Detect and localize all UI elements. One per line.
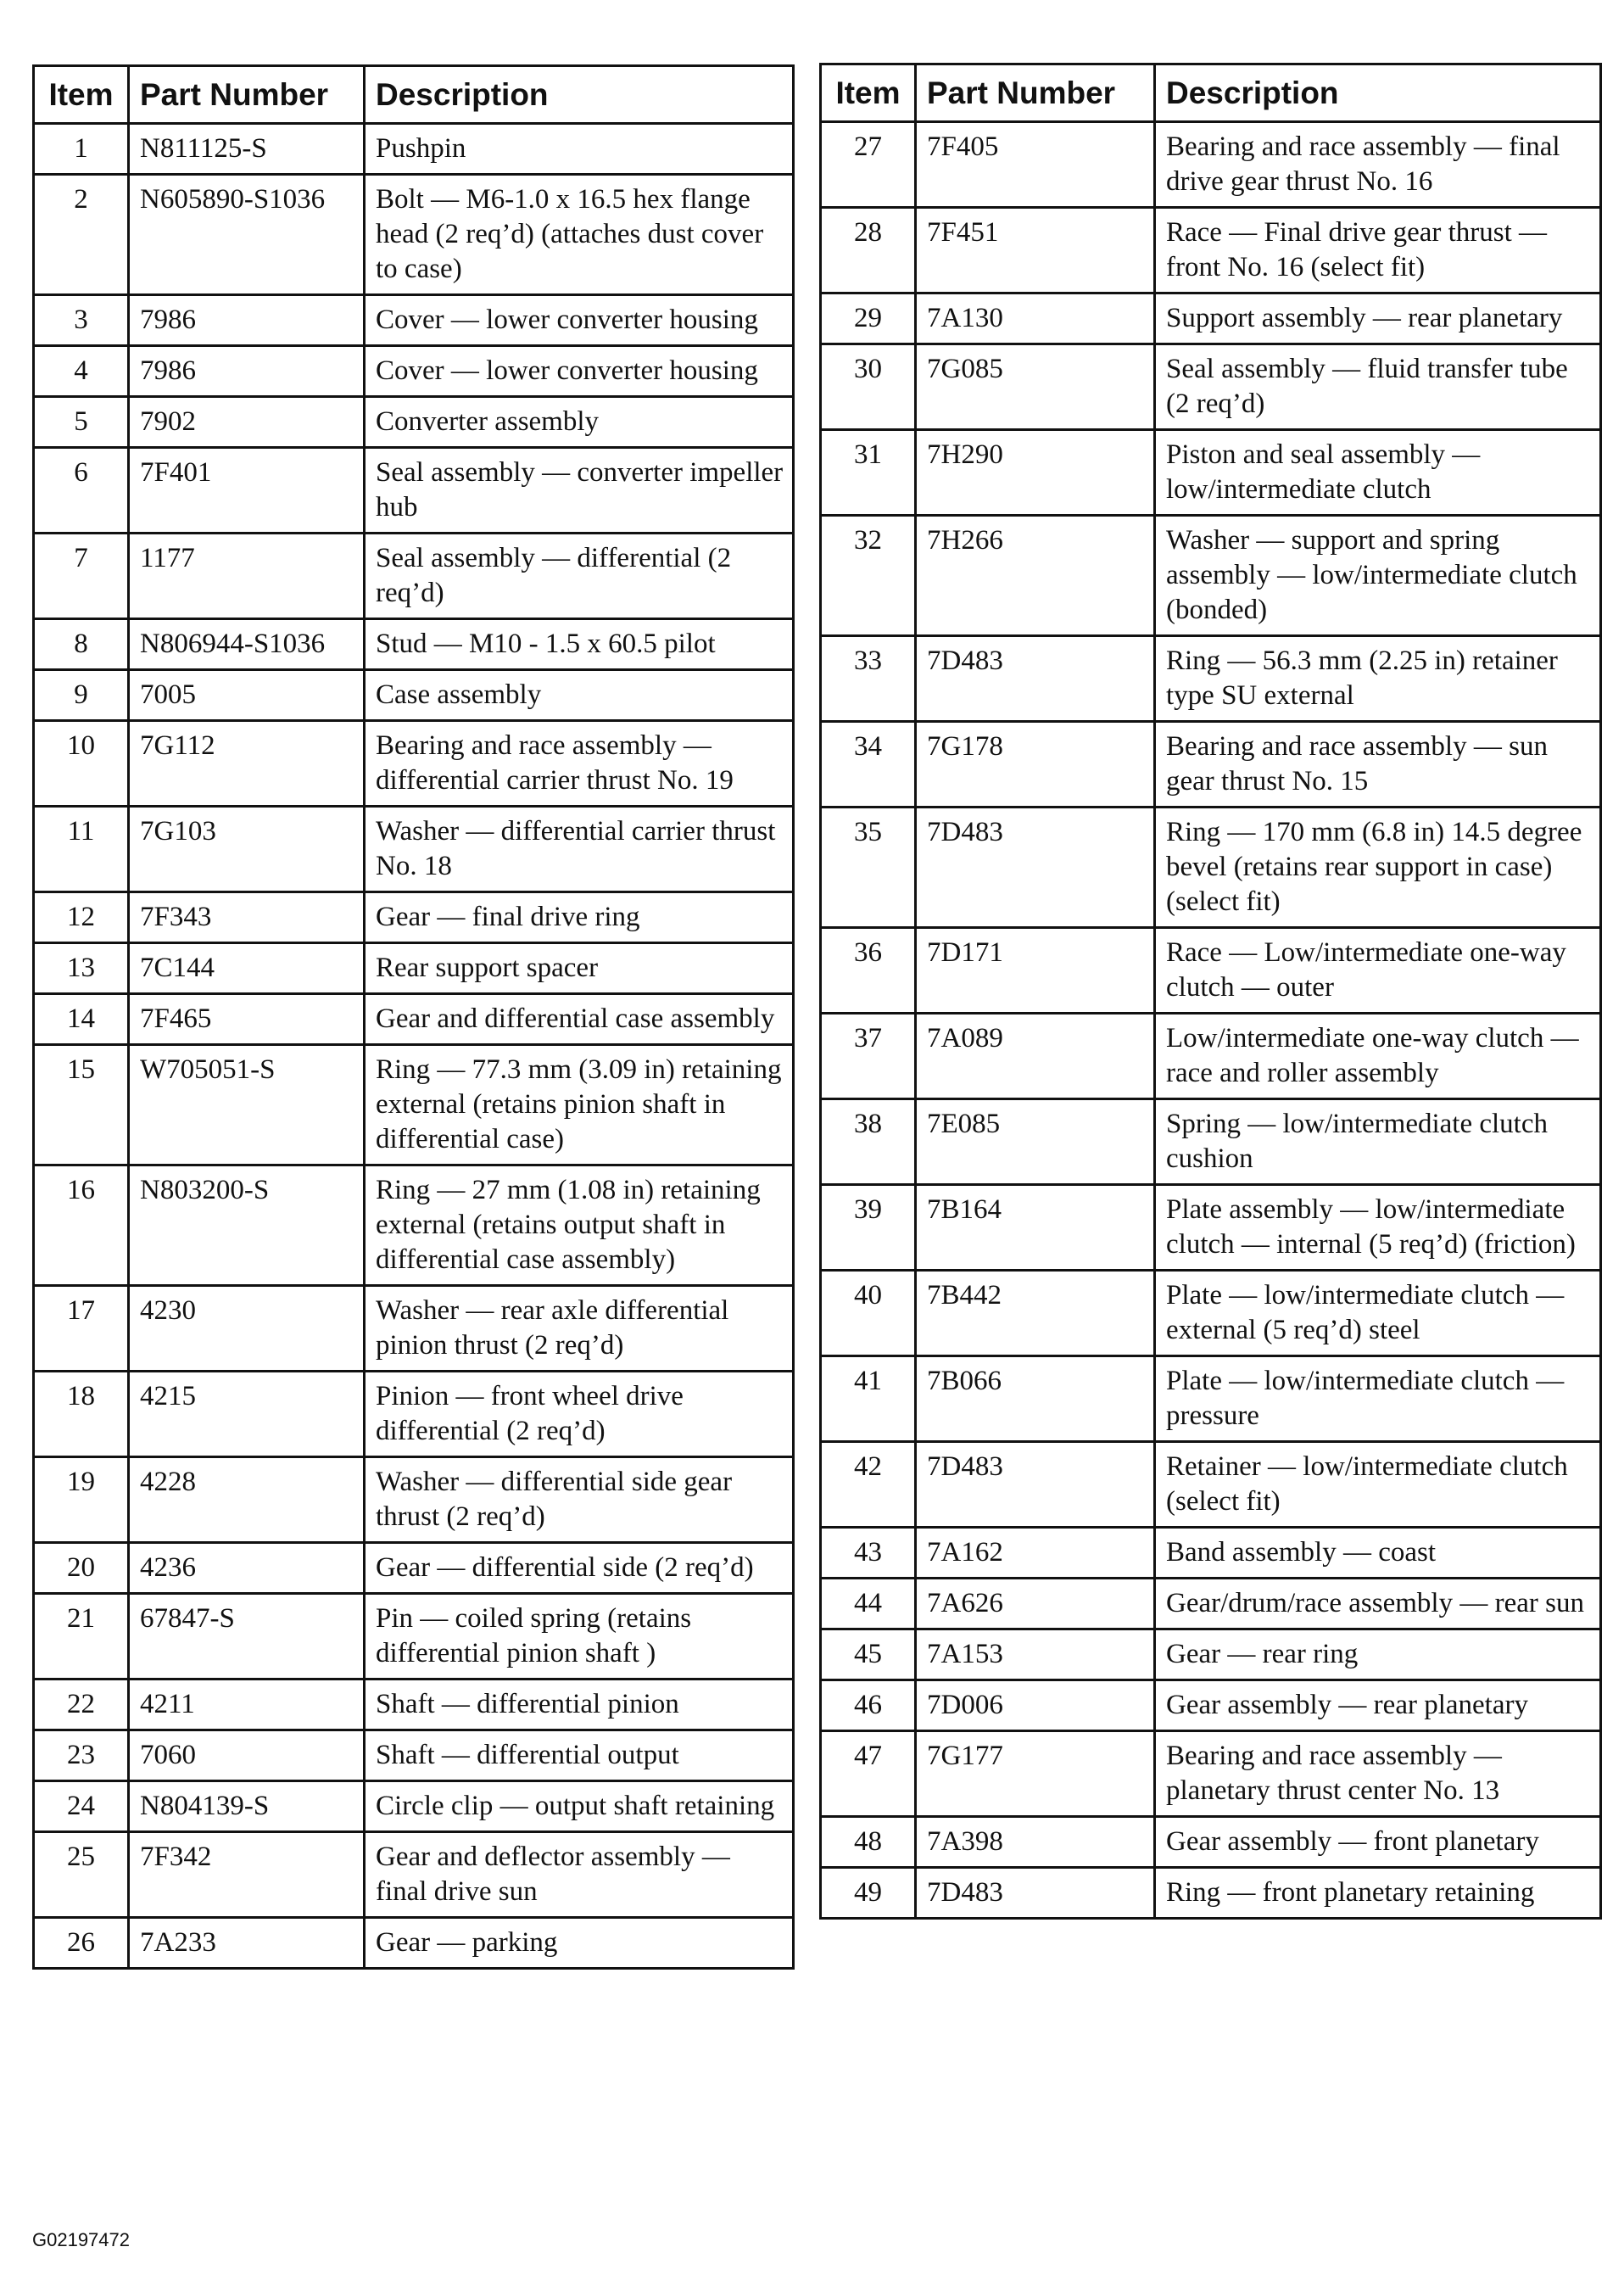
table-row — [34, 892, 794, 943]
cell-part-number: 7A626 — [916, 1579, 1155, 1629]
table-row — [34, 124, 794, 175]
cell-item: 19 — [34, 1457, 129, 1543]
cell-item: 26 — [34, 1918, 129, 1969]
cell-description: Support assembly — rear planetary — [1155, 293, 1601, 344]
cell-item: 39 — [821, 1185, 916, 1271]
cell-description: Gear assembly — front planetary — [1155, 1817, 1601, 1868]
cell-part-number: N811125-S — [129, 124, 365, 175]
table-row — [34, 1781, 794, 1832]
cell-item: 48 — [821, 1817, 916, 1868]
cell-description: Shaft — differential pinion — [365, 1680, 794, 1730]
cell-description: Cover — lower converter housing — [365, 346, 794, 397]
cell-description: Low/intermediate one-way clutch — race and roller assembly — [1155, 1014, 1601, 1099]
cell-part-number: 4215 — [129, 1372, 365, 1457]
cell-description: Seal assembly — differential (2 req’d) — [365, 534, 794, 619]
cell-item: 22 — [34, 1680, 129, 1730]
cell-description: Ring — front planetary retaining — [1155, 1868, 1601, 1919]
table-body-left — [34, 124, 794, 1969]
cell-part-number: 7B442 — [916, 1271, 1155, 1356]
cell-description: Bearing and race assembly — planetary thrust center No. 13 — [1155, 1731, 1601, 1817]
cell-item: 49 — [821, 1868, 916, 1919]
cell-description: Spring — low/intermediate clutch cushion — [1155, 1099, 1601, 1185]
cell-item: 25 — [34, 1832, 129, 1918]
cell-description: Washer — rear axle differential pinion thrust (2 req’d) — [365, 1286, 794, 1372]
cell-item: 14 — [34, 994, 129, 1045]
table-row — [34, 1730, 794, 1781]
table-row — [34, 807, 794, 892]
table-row — [821, 928, 1601, 1014]
table-row — [34, 295, 794, 346]
table-row — [821, 1099, 1601, 1185]
cell-item: 32 — [821, 516, 916, 636]
table-row — [34, 534, 794, 619]
table-row — [821, 722, 1601, 808]
cell-part-number: 7G178 — [916, 722, 1155, 808]
cell-part-number: 7902 — [129, 397, 365, 448]
cell-item: 9 — [34, 670, 129, 721]
cell-description: Seal assembly — fluid transfer tube (2 req’d) — [1155, 344, 1601, 430]
table-row — [821, 1680, 1601, 1731]
cell-description: Ring — 77.3 mm (3.09 in) retaining external (retains pinion shaft in differential case) — [365, 1045, 794, 1165]
cell-part-number: 7F342 — [129, 1832, 365, 1918]
table-row — [34, 994, 794, 1045]
cell-item: 4 — [34, 346, 129, 397]
cell-part-number: 7F451 — [916, 208, 1155, 293]
table-body-right — [821, 122, 1601, 1919]
table-row — [821, 1271, 1601, 1356]
cell-description: Pushpin — [365, 124, 794, 175]
table-row — [821, 1185, 1601, 1271]
cell-description: Bolt — M6-1.0 x 16.5 hex flange head (2 req’d) (attaches dust cover to case) — [365, 175, 794, 295]
cell-item: 17 — [34, 1286, 129, 1372]
table-row — [34, 1543, 794, 1594]
cell-part-number: N806944-S1036 — [129, 619, 365, 670]
cell-part-number: 7060 — [129, 1730, 365, 1781]
cell-item: 2 — [34, 175, 129, 295]
cell-description: Washer — differential side gear thrust (2 req’d) — [365, 1457, 794, 1543]
table-row — [34, 1594, 794, 1680]
cell-part-number: 7H290 — [916, 430, 1155, 516]
cell-item: 8 — [34, 619, 129, 670]
cell-part-number: 7D171 — [916, 928, 1155, 1014]
cell-part-number: 7A089 — [916, 1014, 1155, 1099]
cell-description: Stud — M10 - 1.5 x 60.5 pilot — [365, 619, 794, 670]
table-row — [34, 175, 794, 295]
cell-part-number: N803200-S — [129, 1165, 365, 1286]
cell-part-number: 7D483 — [916, 808, 1155, 928]
table-row — [34, 1832, 794, 1918]
cell-description: Case assembly — [365, 670, 794, 721]
cell-item: 16 — [34, 1165, 129, 1286]
cell-part-number: 7G103 — [129, 807, 365, 892]
cell-item: 23 — [34, 1730, 129, 1781]
cell-item: 44 — [821, 1579, 916, 1629]
cell-description: Washer — support and spring assembly — low/intermediate clutch (bonded) — [1155, 516, 1601, 636]
table-row — [821, 1868, 1601, 1919]
cell-description: Band assembly — coast — [1155, 1528, 1601, 1579]
cell-part-number: 7A130 — [916, 293, 1155, 344]
table-row — [821, 1731, 1601, 1817]
cell-item: 12 — [34, 892, 129, 943]
cell-item: 7 — [34, 534, 129, 619]
table-row — [821, 122, 1601, 208]
cell-item: 27 — [821, 122, 916, 208]
cell-description: Ring — 27 mm (1.08 in) retaining external (retains output shaft in differential case assembly) — [365, 1165, 794, 1286]
cell-item: 30 — [821, 344, 916, 430]
cell-item: 24 — [34, 1781, 129, 1832]
cell-description: Bearing and race assembly — sun gear thrust No. 15 — [1155, 722, 1601, 808]
table-row — [821, 344, 1601, 430]
cell-part-number: 7D483 — [916, 1868, 1155, 1919]
cell-part-number: 1177 — [129, 534, 365, 619]
table-row — [34, 397, 794, 448]
table-row — [821, 1528, 1601, 1579]
parts-table-left — [32, 64, 795, 1970]
cell-part-number: 7A162 — [916, 1528, 1155, 1579]
cell-item: 40 — [821, 1271, 916, 1356]
cell-part-number: 7B066 — [916, 1356, 1155, 1442]
table-row — [34, 1918, 794, 1969]
table-row — [821, 1356, 1601, 1442]
cell-item: 35 — [821, 808, 916, 928]
cell-item: 15 — [34, 1045, 129, 1165]
cell-part-number: 7B164 — [916, 1185, 1155, 1271]
cell-part-number: 7986 — [129, 295, 365, 346]
table-row — [34, 943, 794, 994]
cell-description: Gear and differential case assembly — [365, 994, 794, 1045]
table-row — [821, 1629, 1601, 1680]
cell-part-number: 7C144 — [129, 943, 365, 994]
cell-part-number: 7D483 — [916, 636, 1155, 722]
table-row — [821, 1579, 1601, 1629]
table-row — [821, 1817, 1601, 1868]
cell-item: 18 — [34, 1372, 129, 1457]
table-row — [34, 1165, 794, 1286]
cell-description: Gear — final drive ring — [365, 892, 794, 943]
cell-part-number: N804139-S — [129, 1781, 365, 1832]
table-row — [34, 1680, 794, 1730]
cell-part-number: 7005 — [129, 670, 365, 721]
header-description: Description — [365, 66, 794, 124]
cell-item: 41 — [821, 1356, 916, 1442]
cell-part-number: 7H266 — [916, 516, 1155, 636]
table-row — [34, 721, 794, 807]
cell-item: 6 — [34, 448, 129, 534]
cell-description: Gear — differential side (2 req’d) — [365, 1543, 794, 1594]
cell-part-number: 7D006 — [916, 1680, 1155, 1731]
cell-description: Gear/drum/race assembly — rear sun — [1155, 1579, 1601, 1629]
cell-description: Gear — rear ring — [1155, 1629, 1601, 1680]
table-row — [821, 1014, 1601, 1099]
cell-item: 3 — [34, 295, 129, 346]
cell-part-number: 7F465 — [129, 994, 365, 1045]
table-row — [821, 293, 1601, 344]
table-row — [821, 516, 1601, 636]
cell-description: Piston and seal assembly — low/intermediate clutch — [1155, 430, 1601, 516]
cell-part-number: 7A233 — [129, 1918, 365, 1969]
cell-item: 45 — [821, 1629, 916, 1680]
table-row — [34, 1457, 794, 1543]
cell-description: Circle clip — output shaft retaining — [365, 1781, 794, 1832]
cell-part-number: 7A153 — [916, 1629, 1155, 1680]
cell-part-number: W705051-S — [129, 1045, 365, 1165]
parts-table-right — [819, 63, 1602, 1920]
cell-item: 10 — [34, 721, 129, 807]
cell-description: Pin — coiled spring (retains differential pinion shaft ) — [365, 1594, 794, 1680]
cell-item: 47 — [821, 1731, 916, 1817]
cell-description: Plate — low/intermediate clutch — pressure — [1155, 1356, 1601, 1442]
header-description: Description — [1155, 64, 1601, 122]
cell-part-number: 7G085 — [916, 344, 1155, 430]
cell-part-number: 7F405 — [916, 122, 1155, 208]
cell-description: Plate — low/intermediate clutch — external (5 req’d) steel — [1155, 1271, 1601, 1356]
cell-description: Bearing and race assembly — final drive gear thrust No. 16 — [1155, 122, 1601, 208]
cell-part-number: 7A398 — [916, 1817, 1155, 1868]
cell-item: 33 — [821, 636, 916, 722]
cell-item: 28 — [821, 208, 916, 293]
table-row — [821, 808, 1601, 928]
cell-item: 29 — [821, 293, 916, 344]
cell-description: Cover — lower converter housing — [365, 295, 794, 346]
header-item: Item — [34, 66, 129, 124]
table-row — [34, 1372, 794, 1457]
table-row — [821, 636, 1601, 722]
cell-item: 36 — [821, 928, 916, 1014]
cell-part-number: 4228 — [129, 1457, 365, 1543]
table-row — [34, 1045, 794, 1165]
cell-part-number: 7986 — [129, 346, 365, 397]
cell-description: Gear and deflector assembly — final drive sun — [365, 1832, 794, 1918]
table-row — [34, 670, 794, 721]
cell-description: Retainer — low/intermediate clutch (select fit) — [1155, 1442, 1601, 1528]
header-part-number: Part Number — [916, 64, 1155, 122]
cell-part-number: 7F401 — [129, 448, 365, 534]
cell-description: Shaft — differential output — [365, 1730, 794, 1781]
cell-description: Race — Low/intermediate one-way clutch — outer — [1155, 928, 1601, 1014]
table-header-row — [34, 66, 794, 124]
table-row — [34, 346, 794, 397]
cell-item: 21 — [34, 1594, 129, 1680]
cell-part-number: 4230 — [129, 1286, 365, 1372]
cell-item: 38 — [821, 1099, 916, 1185]
cell-description: Bearing and race assembly — differential carrier thrust No. 19 — [365, 721, 794, 807]
cell-description: Plate assembly — low/intermediate clutch — internal (5 req’d) (friction) — [1155, 1185, 1601, 1271]
table-row — [34, 619, 794, 670]
cell-part-number: 7E085 — [916, 1099, 1155, 1185]
cell-item: 20 — [34, 1543, 129, 1594]
cell-item: 42 — [821, 1442, 916, 1528]
table-row — [821, 430, 1601, 516]
cell-part-number: 4211 — [129, 1680, 365, 1730]
table-row — [821, 1442, 1601, 1528]
cell-item: 43 — [821, 1528, 916, 1579]
cell-description: Ring — 170 mm (6.8 in) 14.5 degree bevel (retains rear support in case) (select fit) — [1155, 808, 1601, 928]
cell-description: Pinion — front wheel drive differential (2 req’d) — [365, 1372, 794, 1457]
cell-part-number: N605890-S1036 — [129, 175, 365, 295]
cell-part-number: 7F343 — [129, 892, 365, 943]
cell-part-number: 7G112 — [129, 721, 365, 807]
table-row — [34, 1286, 794, 1372]
table-row — [821, 208, 1601, 293]
figure-reference-code: G02197472 — [32, 2229, 130, 2250]
cell-description: Race — Final drive gear thrust — front No. 16 (select fit) — [1155, 208, 1601, 293]
cell-description: Rear support spacer — [365, 943, 794, 994]
cell-description: Gear — parking — [365, 1918, 794, 1969]
cell-description: Ring — 56.3 mm (2.25 in) retainer type SU external — [1155, 636, 1601, 722]
cell-part-number: 4236 — [129, 1543, 365, 1594]
cell-item: 31 — [821, 430, 916, 516]
cell-item: 37 — [821, 1014, 916, 1099]
cell-item: 34 — [821, 722, 916, 808]
cell-item: 11 — [34, 807, 129, 892]
cell-item: 46 — [821, 1680, 916, 1731]
cell-description: Gear assembly — rear planetary — [1155, 1680, 1601, 1731]
cell-item: 1 — [34, 124, 129, 175]
cell-part-number: 7G177 — [916, 1731, 1155, 1817]
cell-description: Converter assembly — [365, 397, 794, 448]
header-item: Item — [821, 64, 916, 122]
cell-description: Washer — differential carrier thrust No. 18 — [365, 807, 794, 892]
cell-item: 5 — [34, 397, 129, 448]
header-part-number: Part Number — [129, 66, 365, 124]
table-row — [34, 448, 794, 534]
cell-item: 13 — [34, 943, 129, 994]
cell-description: Seal assembly — converter impeller hub — [365, 448, 794, 534]
cell-part-number: 67847-S — [129, 1594, 365, 1680]
cell-part-number: 7D483 — [916, 1442, 1155, 1528]
table-header-row — [821, 64, 1601, 122]
